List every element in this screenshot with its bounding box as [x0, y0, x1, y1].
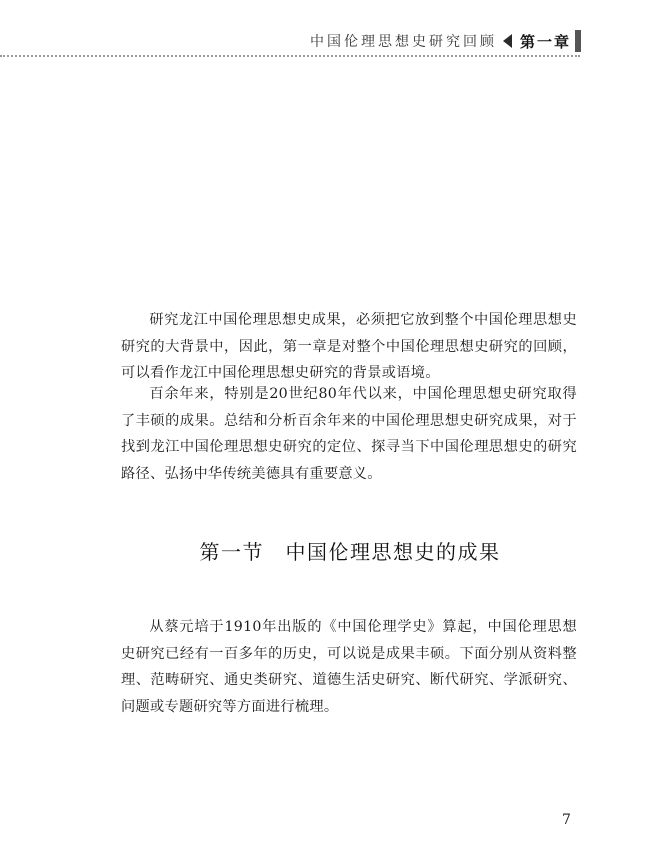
page-number: 7: [562, 812, 571, 828]
header-dotted-rule: [0, 55, 580, 57]
running-header-chapter: 第一章: [519, 32, 571, 51]
running-header: [310, 28, 571, 54]
section-paragraph-1: 从蔡元培于1910年出版的《中国伦理学史》算起，中国伦理思想史研究已经有一百多年的历史，可以说是成果丰硕。下面分别从资料整理、范畴研究、通史类研究、道德生活史研究、断代研究、学派研究、问题或专题研究等方面进行梳理。: [121, 619, 577, 715]
header-side-bar: [575, 30, 581, 52]
running-header-title: 中国伦理思想史研究回顾: [309, 34, 497, 50]
intro-paragraph-1: 研究龙江中国伦理思想史成果，必须把它放到整个中国伦理思想史研究的大背景中，因此，第一章是对整个中国伦理思想史研究的回顾，可以看作龙江中国伦理思想史研究的背景或语境。: [121, 312, 577, 382]
intro-paragraph-2: 百余年来，特别是20世纪80年代以来，中国伦理思想史研究取得了丰硕的成果。总结和分析百余年来的中国伦理思想史研究成果，对于找到龙江中国伦理思想史研究的定位、探寻当下中国伦理思想史的研究路径、弘扬中华传统美德具有重要意义。: [121, 386, 577, 482]
left-triangle-icon: [503, 34, 512, 48]
section-title: 第一节 中国伦理思想史的成果: [199, 540, 501, 564]
